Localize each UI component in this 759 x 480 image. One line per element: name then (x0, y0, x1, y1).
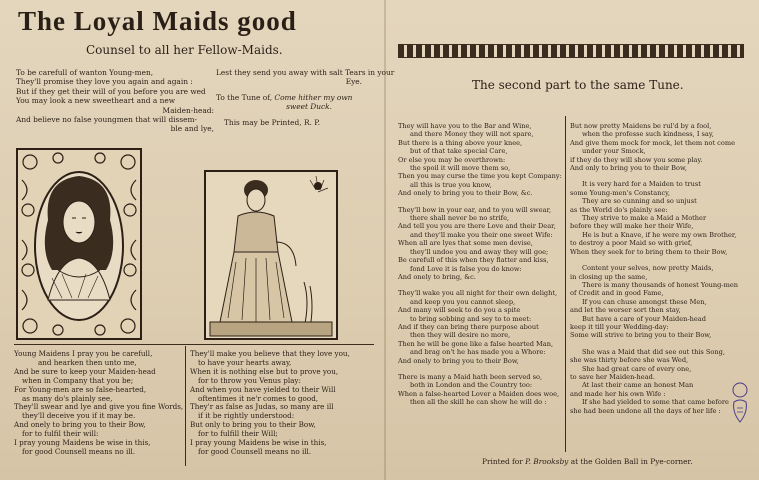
verse-line: and let the worser sort then stay, (570, 306, 681, 315)
verse-line: I pray young Maidens be wise in this, (190, 438, 327, 448)
verse-line: the spoil it will move them so, (410, 164, 511, 173)
verse-line: Some will strive to bring you to their Bow, (570, 331, 712, 340)
ballad-title: The Loyal Maids good (18, 6, 297, 36)
verse-line: When they seek for to bring them to their Bow, (570, 247, 728, 256)
verse-line: And onely to bring you to their Bow, (398, 356, 519, 365)
stanza-gap (398, 281, 562, 289)
woodcut-portrait (16, 148, 142, 340)
verse-line: then all the skill he can show he will do : (410, 398, 547, 407)
verse-line: But only to bring you to their Bow, (190, 420, 316, 430)
verse-line: And tell you you are there Love and their Dear, (398, 222, 556, 231)
ornamental-border (398, 44, 744, 58)
verse-line: And onely to bring you to their Bow, &c. (398, 189, 533, 198)
verse-line: And many will seek to do you a spite (398, 306, 521, 315)
verse-line: They strive to make a Maid a Mother (582, 214, 707, 223)
stanza-gap (570, 256, 738, 264)
verse-line: of Credit and in good Fame, (570, 289, 664, 298)
verse-line: they'll undoe you and away they will goe; (410, 247, 549, 256)
verse-line: they'll deceive you if it may be. (22, 411, 136, 421)
verse-line: They'll make you believe that they love you, (190, 349, 350, 358)
verse-line: and they'll make you their one sweet Wife: (410, 230, 553, 239)
verse-line: When all are lyes that some men devise, (398, 239, 533, 248)
verse-line: for to fulfil their will: (22, 429, 99, 439)
verse-line: then they will desire no more, (410, 331, 511, 340)
verse-line: At last their came an honest Man (582, 381, 694, 390)
verse-line: They are so cunning and so unjust (582, 197, 697, 206)
verse-line: They'll wake you all night for their own delight, (398, 289, 558, 298)
verse-line: both in London and the Country too: (410, 381, 533, 390)
part-two-title: The second part to the same Tune. (472, 78, 684, 92)
stanza-right-col2 (570, 122, 738, 415)
verse-line: some Young-men's Constancy, (570, 188, 671, 197)
verse-line: Or else you may be overthrown: (398, 155, 506, 164)
imprint-line (482, 457, 693, 466)
verse-line: to have your hearts away, (198, 357, 292, 367)
intro-left (16, 68, 214, 134)
intro-line: Maiden-head: (162, 105, 214, 115)
tune-line (216, 93, 362, 102)
verse-line: Content your selves, now pretty Maids, (582, 264, 714, 273)
verse-line: They'll bow in your ear, and to you will swear, (398, 205, 552, 214)
verse-line: in closing up the same, (570, 272, 648, 281)
column-rule-right (565, 116, 566, 452)
imprint-name: P. Brooksby (525, 457, 569, 466)
verse-line: but of that take special Care, (410, 147, 508, 156)
verse-line: And be sure to keep your Maiden-head (14, 366, 156, 376)
verse-line: to destroy a poor Maid so with grief, (570, 239, 693, 248)
intro-right (216, 68, 395, 127)
verse-line: and brag on't he has made you a Whore: (410, 348, 546, 357)
verse-line: and made her his own Wife : (570, 389, 666, 398)
verse-line: And only to bring you to their Bow, (570, 164, 687, 173)
verse-line: When a false-hearted Lover a Maiden does woe, (398, 389, 560, 398)
verse-line: when the professe such kindness, I say, (582, 130, 714, 139)
verse-line: Young Maidens I pray you be carefull, (14, 349, 153, 358)
verse-line: But have a care of your Maiden-head (582, 314, 706, 323)
verse-line: They will have you to the Bar and Wine, (398, 122, 532, 130)
verse-line: under your Smock, (582, 147, 646, 156)
tune-prefix: To the Tune of, (216, 92, 273, 102)
intro-line: They'll promise they love you again and again : (16, 77, 193, 87)
verse-line: as many do's plainly see, (22, 393, 113, 403)
verse-line: if they do they will show you some play. (570, 155, 703, 164)
stanza-left-col1 (14, 350, 183, 457)
verse-line: before they will make her their Wife, (570, 222, 694, 231)
verse-line: all this is true you know, (410, 180, 492, 189)
verse-line: There is many thousands of honest Young-men (582, 280, 739, 289)
tune-name: Come hither my own (274, 92, 353, 102)
verse-line: She had great care of every one, (582, 364, 692, 373)
verse-line: to save her Maiden-head. (570, 372, 655, 381)
verse-line: And when you have yielded to their Will (190, 384, 336, 394)
verse-line: And give them mock for mock, let them not come (570, 138, 735, 147)
stanza-gap (398, 198, 562, 206)
intro-line: And believe no false youngmen that will dissem- (16, 115, 198, 125)
intro-line: You may look a new sweetheart and a new (16, 96, 176, 106)
tune-name-cont: sweet Duck. (286, 102, 332, 112)
verse-line: He is but a Knave, if he were my own Brother, (582, 230, 737, 239)
license-line: This may be Printed, R. P. (224, 117, 321, 127)
stanza-left-col2 (190, 350, 350, 457)
stanza-right-col1 (398, 122, 562, 407)
verse-line: For Young-men are so false-hearted, (14, 384, 147, 394)
horizontal-rule (14, 344, 374, 345)
verse-line: if it be rightly understood: (198, 411, 295, 421)
verse-line: for to fulfill their Will; (198, 429, 278, 439)
verse-line: fond Love it is false you do know: (410, 264, 522, 273)
verse-line: It is very hard for a Maiden to trust (582, 180, 701, 189)
intro-line: But if they get their will of you before you are wed (16, 86, 206, 96)
verse-line: If she had yielded to some that came before (582, 398, 729, 407)
intro-line: ble and lye, (170, 124, 214, 134)
verse-line: There is many a Maid hath been served so, (398, 372, 543, 381)
intro-line: Lest they send you away with salt Tears in your (216, 68, 395, 77)
stanza-gap (570, 172, 738, 180)
intro-line: Eye. (345, 77, 362, 87)
verse-line: But there is a thing above your knee, (398, 138, 523, 147)
imprint-prefix: Printed for (482, 457, 523, 466)
verse-line: She was a Maid that did see out this Song, (582, 347, 725, 356)
verse-line: I pray young Maidens be wise in this, (14, 438, 151, 448)
verse-line: They'll swear and lye and give you fine Words, (14, 402, 184, 412)
verse-line: as the World do's plainly see: (570, 205, 668, 214)
stanza-gap (398, 365, 562, 373)
standing-woman-engraving (206, 172, 336, 338)
verse-line: keep it till your Wedding-day: (570, 322, 669, 331)
imprint-suffix: at the Golden Ball in Pye-corner. (570, 457, 693, 466)
portrait-engraving (18, 150, 140, 338)
verse-line: for good Counsell means no ill. (22, 446, 136, 456)
verse-line: she had been undone all the days of her life : (570, 406, 721, 415)
verse-line: to bring sobbing and sey to to meet: (410, 314, 532, 323)
verse-line: And onely to bring you to their Bow, (14, 420, 146, 430)
library-stamp (728, 380, 752, 426)
ballad-subtitle: Counsel to all her Fellow-Maids. (86, 43, 283, 57)
verse-line: Be carefull of this when they flatter and kiss, (398, 256, 549, 265)
woodcut-standing-woman (204, 170, 338, 340)
verse-line: When it is nothing else but to prove you, (190, 366, 339, 376)
verse-line: for to throw you Venus play: (198, 375, 301, 385)
verse-line: and keep you you cannot sleep, (410, 297, 516, 306)
verse-line: They'r as false as Judas, so many are ill (190, 402, 334, 412)
verse-line: for good Counsell means no ill. (198, 446, 312, 456)
verse-line: Then he will be gone like a false hearted Man, (398, 339, 554, 348)
verse-line: And onely to bring, &c. (398, 272, 476, 281)
verse-line: oftentimes it ne'r comes to good, (198, 393, 319, 403)
verse-line: when in Company that you be; (22, 375, 134, 385)
verse-line: Then you may curse the time you kept Company: (398, 172, 562, 181)
verse-line: And if they can bring there purpose about (398, 322, 539, 331)
verse-line: and hearken then unto me, (38, 357, 137, 367)
stanza-gap (570, 340, 738, 348)
verse-line: there shall never be no strife, (410, 214, 510, 223)
column-rule (185, 346, 186, 466)
verse-line: If you can chuse amongst these Men, (582, 297, 707, 306)
verse-line: she was thirty before she was Wed, (570, 356, 689, 365)
verse-line: But now pretty Maidens be rul'd by a fool, (570, 122, 712, 130)
intro-line: To be carefull of wanton Young-men, (16, 68, 154, 77)
verse-line: and there Money they will not spare, (410, 130, 534, 139)
